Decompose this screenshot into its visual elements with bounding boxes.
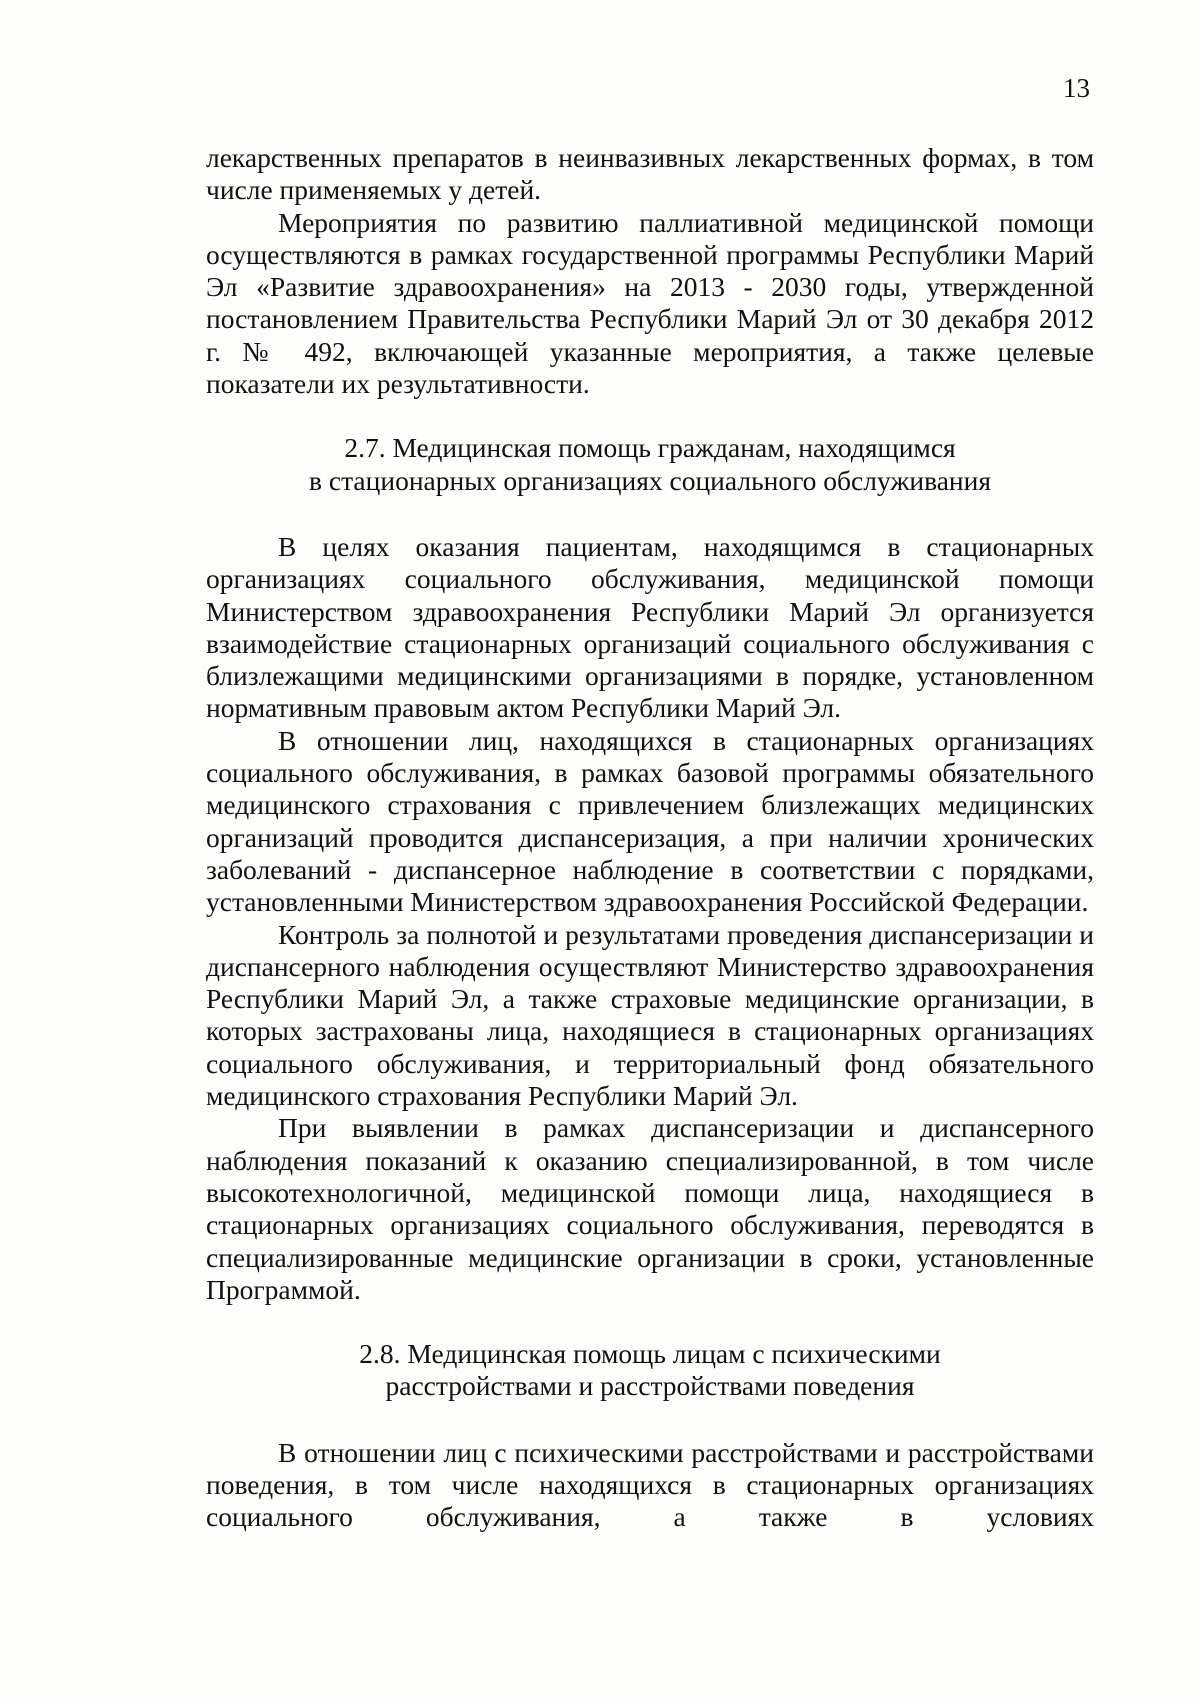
- section-2-7-paragraph: В целях оказания пациентам, находящимся в стационарных организациях социального обслуживания, медицинской помощи Министерством здравоохранения Республики Марий Эл организуется взаимодействие стационарных организаций социального обслуживания с близлежащими медицинскими организациями в порядке, установленном нормативным правовым актом Республики Марий Эл.: [206, 530, 1094, 724]
- section-2-7-heading: [206, 432, 1094, 497]
- palliative-paragraph: Мероприятия по развитию паллиативной медицинской помощи осуществляются в рамках государственной программы Республики Марий Эл «Развитие здравоохранения» на 2013 - 2030 годы, утвержденной постановлением Правительства Республики Марий Эл от 30 декабря 2012 г. № 492, включающей указанные мероприятия, а также целевые показатели их результативности.: [206, 206, 1094, 400]
- section-2-8-heading-line2: расстройствами и расстройствами поведения: [385, 1370, 915, 1402]
- section-2-7-heading-line2: в стационарных организациях социального обслуживания: [309, 464, 991, 496]
- section-2-7-paragraph: В отношении лиц, находящихся в стационарных организациях социального обслуживания, в рамках базовой программы обязательного медицинского страхования с привлечением близлежащих медицинских организаций проводится диспансеризация, а при наличии хронических заболеваний - диспансерное наблюдение в соответствии с порядками, установленными Министерством здравоохранения Российской Федерации.: [206, 724, 1094, 918]
- section-2-8-heading: [206, 1338, 1094, 1403]
- section-2-7-heading-line1: 2.7. Медицинская помощь гражданам, находящимся: [344, 432, 956, 464]
- section-2-8-heading-line1: 2.8. Медицинская помощь лицам с психическими: [359, 1338, 941, 1370]
- section-2-7-paragraph: Контроль за полнотой и результатами проведения диспансеризации и диспансерного наблюдения осуществляют Министерство здравоохранения Республики Марий Эл, а также страховые медицинские организации, в которых застрахованы лица, находящиеся в стационарных организациях социального обслуживания, и территориальный фонд обязательного медицинского страхования Республики Марий Эл.: [206, 918, 1094, 1112]
- section-2-8-paragraph: В отношении лиц с психическими расстройствами и расстройствами поведения, в том числе находящихся в стационарных организациях социального обслуживания, а также в условиях: [206, 1436, 1094, 1533]
- section-2-7-paragraph: При выявлении в рамках диспансеризации и диспансерного наблюдения показаний к оказанию специализированной, в том числе высокотехнологичной, медицинской помощи лица, находящиеся в стационарных организациях социального обслуживания, переводятся в специализированные медицинские организации в сроки, установленные Программой.: [206, 1112, 1094, 1305]
- continuation-paragraph: лекарственных препаратов в неинвазивных лекарственных формах, в том числе применяемых у детей.: [206, 142, 1094, 206]
- page-number: 13: [1063, 73, 1090, 103]
- document-body: [206, 142, 1094, 1534]
